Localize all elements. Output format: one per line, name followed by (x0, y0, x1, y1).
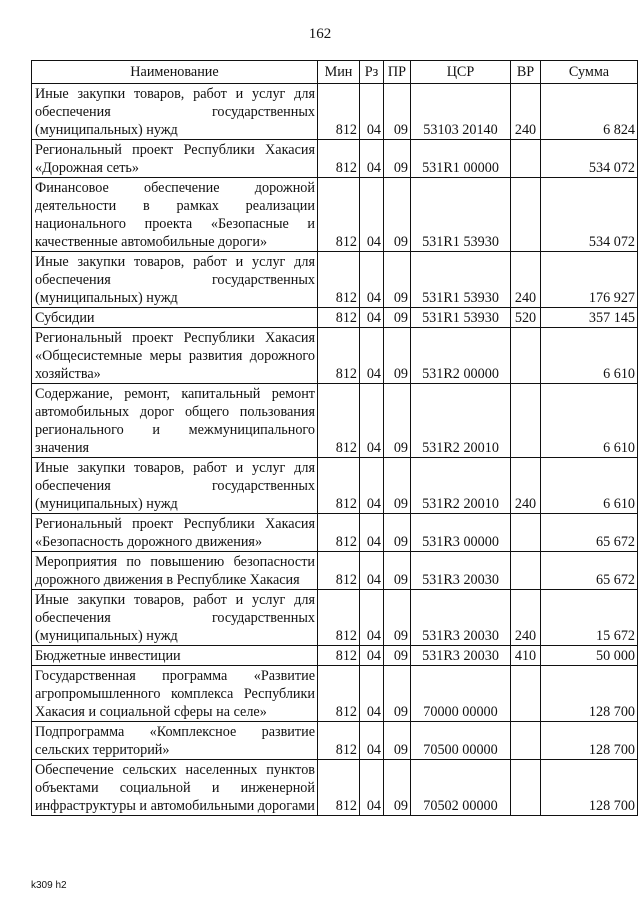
cell-rz: 04 (360, 666, 384, 722)
cell-sum: 128 700 (541, 666, 638, 722)
cell-csr: 531R3 20030 (411, 646, 511, 666)
cell-name: Содержание, ремонт, капитальный ремонт автомобильных дорог общего пользования регионального и межмуниципального значения (32, 384, 318, 458)
table-row (32, 722, 638, 760)
cell-sum: 128 700 (541, 760, 638, 816)
cell-rz: 04 (360, 384, 384, 458)
header-csr: ЦСР (411, 61, 511, 84)
cell-csr: 531R3 00000 (411, 514, 511, 552)
table-row (32, 760, 638, 816)
cell-sum: 176 927 (541, 252, 638, 308)
table-row (32, 140, 638, 178)
cell-sum: 6 610 (541, 384, 638, 458)
header-row (32, 61, 638, 84)
table-row (32, 514, 638, 552)
cell-name: Региональный проект Республики Хакасия «Общесистемные меры развития дорожного хозяйства» (32, 328, 318, 384)
table-row (32, 328, 638, 384)
cell-vr: 520 (511, 308, 541, 328)
header-pr: ПР (384, 61, 411, 84)
cell-name: Мероприятия по повышению безопасности дорожного движения в Республике Хакасия (32, 552, 318, 590)
cell-vr: 240 (511, 590, 541, 646)
cell-name: Иные закупки товаров, работ и услуг для обеспечения государственных (муниципальных) нужд (32, 84, 318, 140)
cell-rz: 04 (360, 308, 384, 328)
cell-sum: 6 610 (541, 458, 638, 514)
cell-vr: 410 (511, 646, 541, 666)
cell-csr: 531R2 20010 (411, 458, 511, 514)
cell-vr: 240 (511, 84, 541, 140)
cell-csr: 70500 00000 (411, 722, 511, 760)
cell-pr: 09 (384, 458, 411, 514)
cell-vr (511, 514, 541, 552)
cell-rz: 04 (360, 760, 384, 816)
cell-csr: 70502 00000 (411, 760, 511, 816)
cell-sum: 357 145 (541, 308, 638, 328)
cell-min: 812 (318, 646, 360, 666)
cell-csr: 53103 20140 (411, 84, 511, 140)
cell-csr: 531R1 53930 (411, 308, 511, 328)
cell-vr (511, 552, 541, 590)
header-sum: Сумма (541, 61, 638, 84)
cell-rz: 04 (360, 590, 384, 646)
header-vr: ВР (511, 61, 541, 84)
cell-vr (511, 666, 541, 722)
cell-min: 812 (318, 590, 360, 646)
cell-rz: 04 (360, 514, 384, 552)
cell-min: 812 (318, 178, 360, 252)
cell-sum: 534 072 (541, 140, 638, 178)
cell-csr: 531R1 53930 (411, 178, 511, 252)
cell-name: Региональный проект Республики Хакасия «Дорожная сеть» (32, 140, 318, 178)
cell-vr: 240 (511, 458, 541, 514)
cell-name: Бюджетные инвестиции (32, 646, 318, 666)
cell-min: 812 (318, 760, 360, 816)
table-row (32, 666, 638, 722)
cell-rz: 04 (360, 328, 384, 384)
cell-min: 812 (318, 552, 360, 590)
header-min: Мин (318, 61, 360, 84)
cell-vr (511, 328, 541, 384)
cell-vr (511, 140, 541, 178)
cell-sum: 65 672 (541, 552, 638, 590)
cell-pr: 09 (384, 552, 411, 590)
cell-csr: 531R1 53930 (411, 252, 511, 308)
cell-rz: 04 (360, 646, 384, 666)
table-row (32, 458, 638, 514)
cell-rz: 04 (360, 252, 384, 308)
cell-min: 812 (318, 328, 360, 384)
cell-min: 812 (318, 514, 360, 552)
cell-name: Субсидии (32, 308, 318, 328)
budget-table (31, 60, 638, 816)
cell-vr (511, 722, 541, 760)
cell-pr: 09 (384, 140, 411, 178)
cell-csr: 531R2 20010 (411, 384, 511, 458)
cell-vr (511, 760, 541, 816)
cell-rz: 04 (360, 552, 384, 590)
cell-sum: 15 672 (541, 590, 638, 646)
table-row (32, 308, 638, 328)
header-name: Наименование (32, 61, 318, 84)
cell-min: 812 (318, 252, 360, 308)
table-body (32, 84, 638, 816)
cell-sum: 534 072 (541, 178, 638, 252)
table-row (32, 178, 638, 252)
cell-csr: 531R2 00000 (411, 328, 511, 384)
cell-min: 812 (318, 140, 360, 178)
cell-sum: 65 672 (541, 514, 638, 552)
cell-pr: 09 (384, 722, 411, 760)
cell-pr: 09 (384, 666, 411, 722)
cell-name: Государственная программа «Развитие агропромышленного комплекса Республики Хакасия и социальной сферы на селе» (32, 666, 318, 722)
cell-min: 812 (318, 384, 360, 458)
table-row (32, 384, 638, 458)
cell-vr (511, 384, 541, 458)
cell-pr: 09 (384, 384, 411, 458)
cell-pr: 09 (384, 760, 411, 816)
cell-sum: 50 000 (541, 646, 638, 666)
cell-vr: 240 (511, 252, 541, 308)
cell-rz: 04 (360, 84, 384, 140)
cell-pr: 09 (384, 646, 411, 666)
cell-rz: 04 (360, 722, 384, 760)
cell-vr (511, 178, 541, 252)
table-row (32, 252, 638, 308)
cell-sum: 6 610 (541, 328, 638, 384)
page-number: 162 (308, 26, 332, 42)
cell-csr: 531R1 00000 (411, 140, 511, 178)
cell-name: Иные закупки товаров, работ и услуг для обеспечения государственных (муниципальных) нужд (32, 458, 318, 514)
cell-name: Подпрограмма «Комплексное развитие сельских территорий» (32, 722, 318, 760)
cell-rz: 04 (360, 458, 384, 514)
footer-code: k309 h2 (31, 880, 67, 891)
cell-pr: 09 (384, 308, 411, 328)
table-row (32, 84, 638, 140)
cell-pr: 09 (384, 590, 411, 646)
cell-min: 812 (318, 308, 360, 328)
cell-name: Иные закупки товаров, работ и услуг для обеспечения государственных (муниципальных) нужд (32, 590, 318, 646)
cell-rz: 04 (360, 178, 384, 252)
table-row (32, 552, 638, 590)
cell-min: 812 (318, 666, 360, 722)
cell-pr: 09 (384, 514, 411, 552)
cell-pr: 09 (384, 328, 411, 384)
cell-pr: 09 (384, 178, 411, 252)
header-rz: Рз (360, 61, 384, 84)
cell-sum: 6 824 (541, 84, 638, 140)
table-row (32, 646, 638, 666)
cell-sum: 128 700 (541, 722, 638, 760)
cell-name: Обеспечение сельских населенных пунктов объектами социальной и инженерной инфраструктуры и автомобильными дорогами (32, 760, 318, 816)
cell-rz: 04 (360, 140, 384, 178)
cell-name: Региональный проект Республики Хакасия «Безопасность дорожного движения» (32, 514, 318, 552)
cell-min: 812 (318, 722, 360, 760)
cell-name: Иные закупки товаров, работ и услуг для обеспечения государственных (муниципальных) нужд (32, 252, 318, 308)
cell-pr: 09 (384, 252, 411, 308)
cell-csr: 70000 00000 (411, 666, 511, 722)
cell-csr: 531R3 20030 (411, 590, 511, 646)
cell-csr: 531R3 20030 (411, 552, 511, 590)
cell-min: 812 (318, 458, 360, 514)
cell-name: Финансовое обеспечение дорожной деятельности в рамках реализации национального проекта «Безопасные и качественные автомобильные дороги» (32, 178, 318, 252)
cell-pr: 09 (384, 84, 411, 140)
cell-min: 812 (318, 84, 360, 140)
table-row (32, 590, 638, 646)
